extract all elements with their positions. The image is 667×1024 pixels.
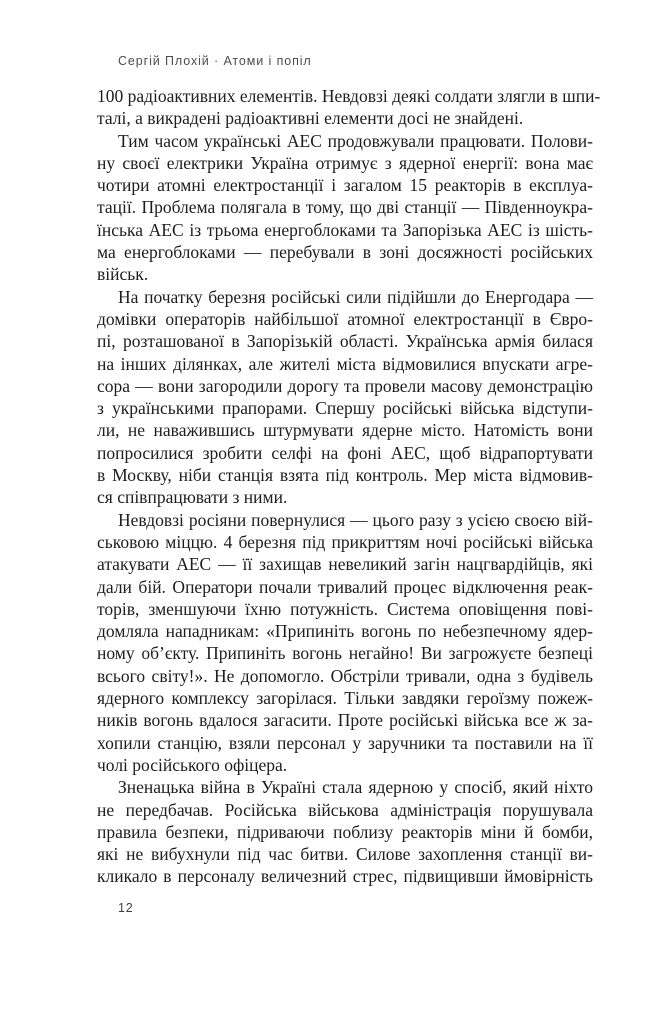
text-line: кликало в персоналу величезний стрес, підвищивши ймовірність: [97, 866, 593, 887]
text-line: хопили станцію, взяли персонал у заручники та поставили на її: [97, 732, 593, 753]
text-line: ма енергоблоками — перебували в зоні досяжності російських: [97, 242, 593, 263]
text-line: чотири атомні електростанції і загалом 15 реакторів в експлуа-: [97, 175, 593, 196]
text-line: ну своєї електрики Україна отримує з ядерної енергії: вона має: [97, 152, 593, 173]
text-line: ному об’єкту. Припиніть вогонь негайно! Ви загрожуєте безпеці: [97, 643, 593, 664]
text-line: не передбачав. Російська військова адміністрація порушувала: [97, 799, 593, 820]
text-line: чолі російського офіцера.: [97, 754, 288, 775]
text-line: всього світу!». Не допомогло. Обстріли тривали, одна з будівель: [97, 665, 593, 686]
page-body: [97, 85, 601, 888]
text-line: ників вогонь вдалося загасити. Проте російські війська все ж за-: [97, 710, 593, 731]
text-line: Зненацька війна в Україні стала ядерною у спосіб, який ніхто: [118, 777, 593, 798]
text-line: На початку березня російські сили підійшли до Енергодара —: [118, 286, 593, 307]
text-line: тації. Проблема полягала в тому, що дві станції — Південноукра-: [97, 197, 593, 218]
text-line: їнська АЕС із трьома енергоблоками та Запорізька АЕС із шість-: [97, 219, 593, 240]
text-line: які не вибухнули під час битви. Силове захоплення станції ви-: [97, 844, 593, 865]
text-line: ся співпрацювати з ними.: [97, 487, 288, 508]
page-number: 12: [118, 901, 134, 915]
text-line: з українськими прапорами. Спершу російські війська відступи-: [97, 398, 593, 419]
text-line: сора — вони загородили дорогу та провели масову демонстрацію: [97, 375, 593, 396]
text-line: талі, а викрадені радіоактивні елементи досі не знайдені.: [97, 108, 524, 129]
text-line: торів, зменшуючи їхню потужність. Система оповіщення пові-: [97, 598, 593, 619]
text-line: домляла нападникам: «Припиніть вогонь по небезпечному ядер-: [97, 621, 593, 642]
text-line: ли, не наважившись штурмувати ядерне місто. Натомість вони: [97, 420, 593, 441]
text-line: Невдовзі росіяни повернулися — цього разу з усією своєю вій-: [118, 509, 593, 530]
text-line: Тим часом українські АЕС продовжували працювати. Полови-: [118, 130, 593, 151]
running-header: Сергій Плохій · Атоми і попіл: [118, 54, 312, 68]
text-line: на інших ділянках, але жителі міста відмовилися впускати агре-: [97, 353, 593, 374]
text-line: ськовою міццю. 4 березня під прикриттям ночі російські війська: [97, 531, 593, 552]
text-line: військ.: [97, 264, 149, 285]
text-line: 100 радіоактивних елементів. Невдовзі деякі солдати злягли в шпи-: [97, 86, 601, 106]
text-line: пі, розташованої в Запорізькій області. Українська армія билася: [97, 331, 593, 352]
text-line: дали бій. Оператори почали тривалий процес відключення реак-: [97, 576, 593, 597]
text-line: в Москву, ніби станція взята під контроль. Мер міста відмовив-: [97, 465, 593, 486]
text-line: домівки операторів найбільшої атомної електростанції в Євро-: [97, 308, 593, 329]
text-line: ядерного комплексу загорілася. Тільки завдяки героїзму пожеж-: [97, 688, 593, 709]
text-line: атакувати АЕС — її захищав невеликий загін нацгвардійців, які: [97, 554, 593, 575]
text-line: попросилися зробити селфі на фоні АЕС, щоб відрапортувати: [97, 442, 593, 463]
text-line: правила безпеки, підриваючи поблизу реакторів міни й бомби,: [97, 821, 593, 842]
